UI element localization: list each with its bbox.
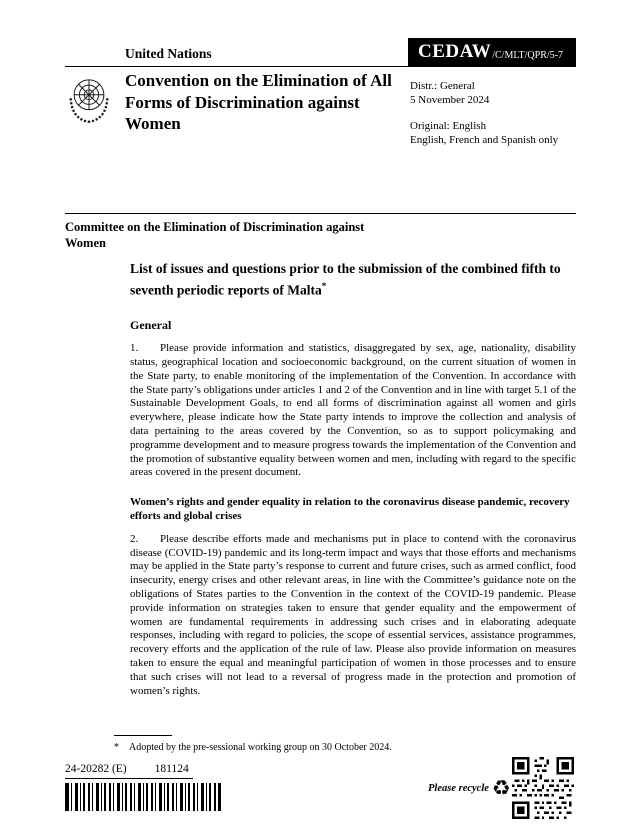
convention-title: Convention on the Elimination of All Forms of Discrimination against Women <box>125 71 392 133</box>
footnote-rule <box>114 735 172 736</box>
section-heading-covid: Women’s rights and gender equality in relation to the coronavirus disease pandemic, recovery efforts and global crises <box>130 496 570 523</box>
footnote-marker: * <box>114 742 119 753</box>
distribution-block <box>410 79 489 107</box>
committee-heading: Committee on the Elimination of Discrimination against Women <box>65 220 365 250</box>
paragraph-2-text: Please describe efforts made and mechanisms put in place to contend with the coronavirus disease (COVID-19) pandemic and its long-term impact and ways that those efforts and mechanisms may be applied in the State party’s response to current and future crises, such as armed conflict, food insecurity, energy crises and other relevant areas, in line with the Committee’s guidance note on the obligations of States parties to the Convention in the context of the COVID-19 pandemic. Please provide information on strategies taken to ensure that gender equality and the empowerment of women are fundamental requirements in addressing such crises and in elaborating adequate responses, including with regard to policies, the scope of essential services, assistance programmes, recovery efforts and the application of the rule of law. Please also provide information on measures taken to ensure the equal and meaningful participation of women in those processes and to ensure that such crises will not lead to a reversal of progress made in the protection and promotion of women’s rights. <box>130 532 576 697</box>
org-label: United Nations <box>125 46 212 61</box>
original-language-block <box>410 119 575 147</box>
recycle-note <box>428 778 511 799</box>
document-body <box>130 260 576 708</box>
section-heading-general: General <box>130 317 172 332</box>
committee-rule <box>65 213 576 214</box>
document-title <box>130 260 576 299</box>
paragraph-1-number: 1. <box>130 342 139 355</box>
distr-date: 5 November 2024 <box>410 94 490 106</box>
paragraph-2 <box>130 533 576 699</box>
paragraph-2-number: 2. <box>130 532 139 545</box>
reference-date-code: 181124 <box>154 763 189 775</box>
un-emblem-icon <box>61 72 117 128</box>
footnote-text: Adopted by the pre-sessional working group on 30 October 2024. <box>129 742 392 753</box>
footnote <box>114 742 554 755</box>
paragraph-1 <box>130 342 576 480</box>
doc-symbol-main: CEDAW <box>418 41 492 62</box>
paragraph-1-text: Please provide information and statistics, disaggregated by sex, age, nationality, disability status, geographical location and socioeconomic background, on the current situation of women in the State party, to enable monitoring of the implementation of the Convention. In accordance with the State party’s obligations under articles 1 and 2 of the Convention and in line with target 5.1 of the Sustainable Development Goals, to end all forms of discrimination against all women and girls everywhere, please indicate how the State party intends to improve the collection and analysis of data pertaining to the areas covered by the Convention, so as to support policymaking and programme development and to measure progress towards the implementation of the Convention and the promotion of substantive equality between women and men, including with regard to the specific areas covered in the present document. <box>130 342 576 479</box>
document-title-text: List of issues and questions prior to the submission of the combined fifth to seventh periodic reports of Malta <box>130 261 561 297</box>
original-line: Original: English <box>410 120 487 132</box>
qr-code-icon <box>512 757 574 819</box>
languages-line: English, French and Spanish only <box>410 134 559 146</box>
footnote-marker-ref: * <box>321 280 327 291</box>
recycle-icon: ♻ <box>491 776 511 800</box>
header-rule <box>65 66 576 67</box>
distr-line: Distr.: General <box>410 80 475 92</box>
recycle-label: Please recycle <box>428 783 489 794</box>
barcode-icon <box>65 783 221 811</box>
doc-symbol-box <box>408 38 576 66</box>
reference-number: 24-20282 (E) <box>65 763 127 775</box>
document-reference <box>65 763 193 779</box>
doc-symbol-suffix: /C/MLT/QPR/5-7 <box>492 49 563 61</box>
